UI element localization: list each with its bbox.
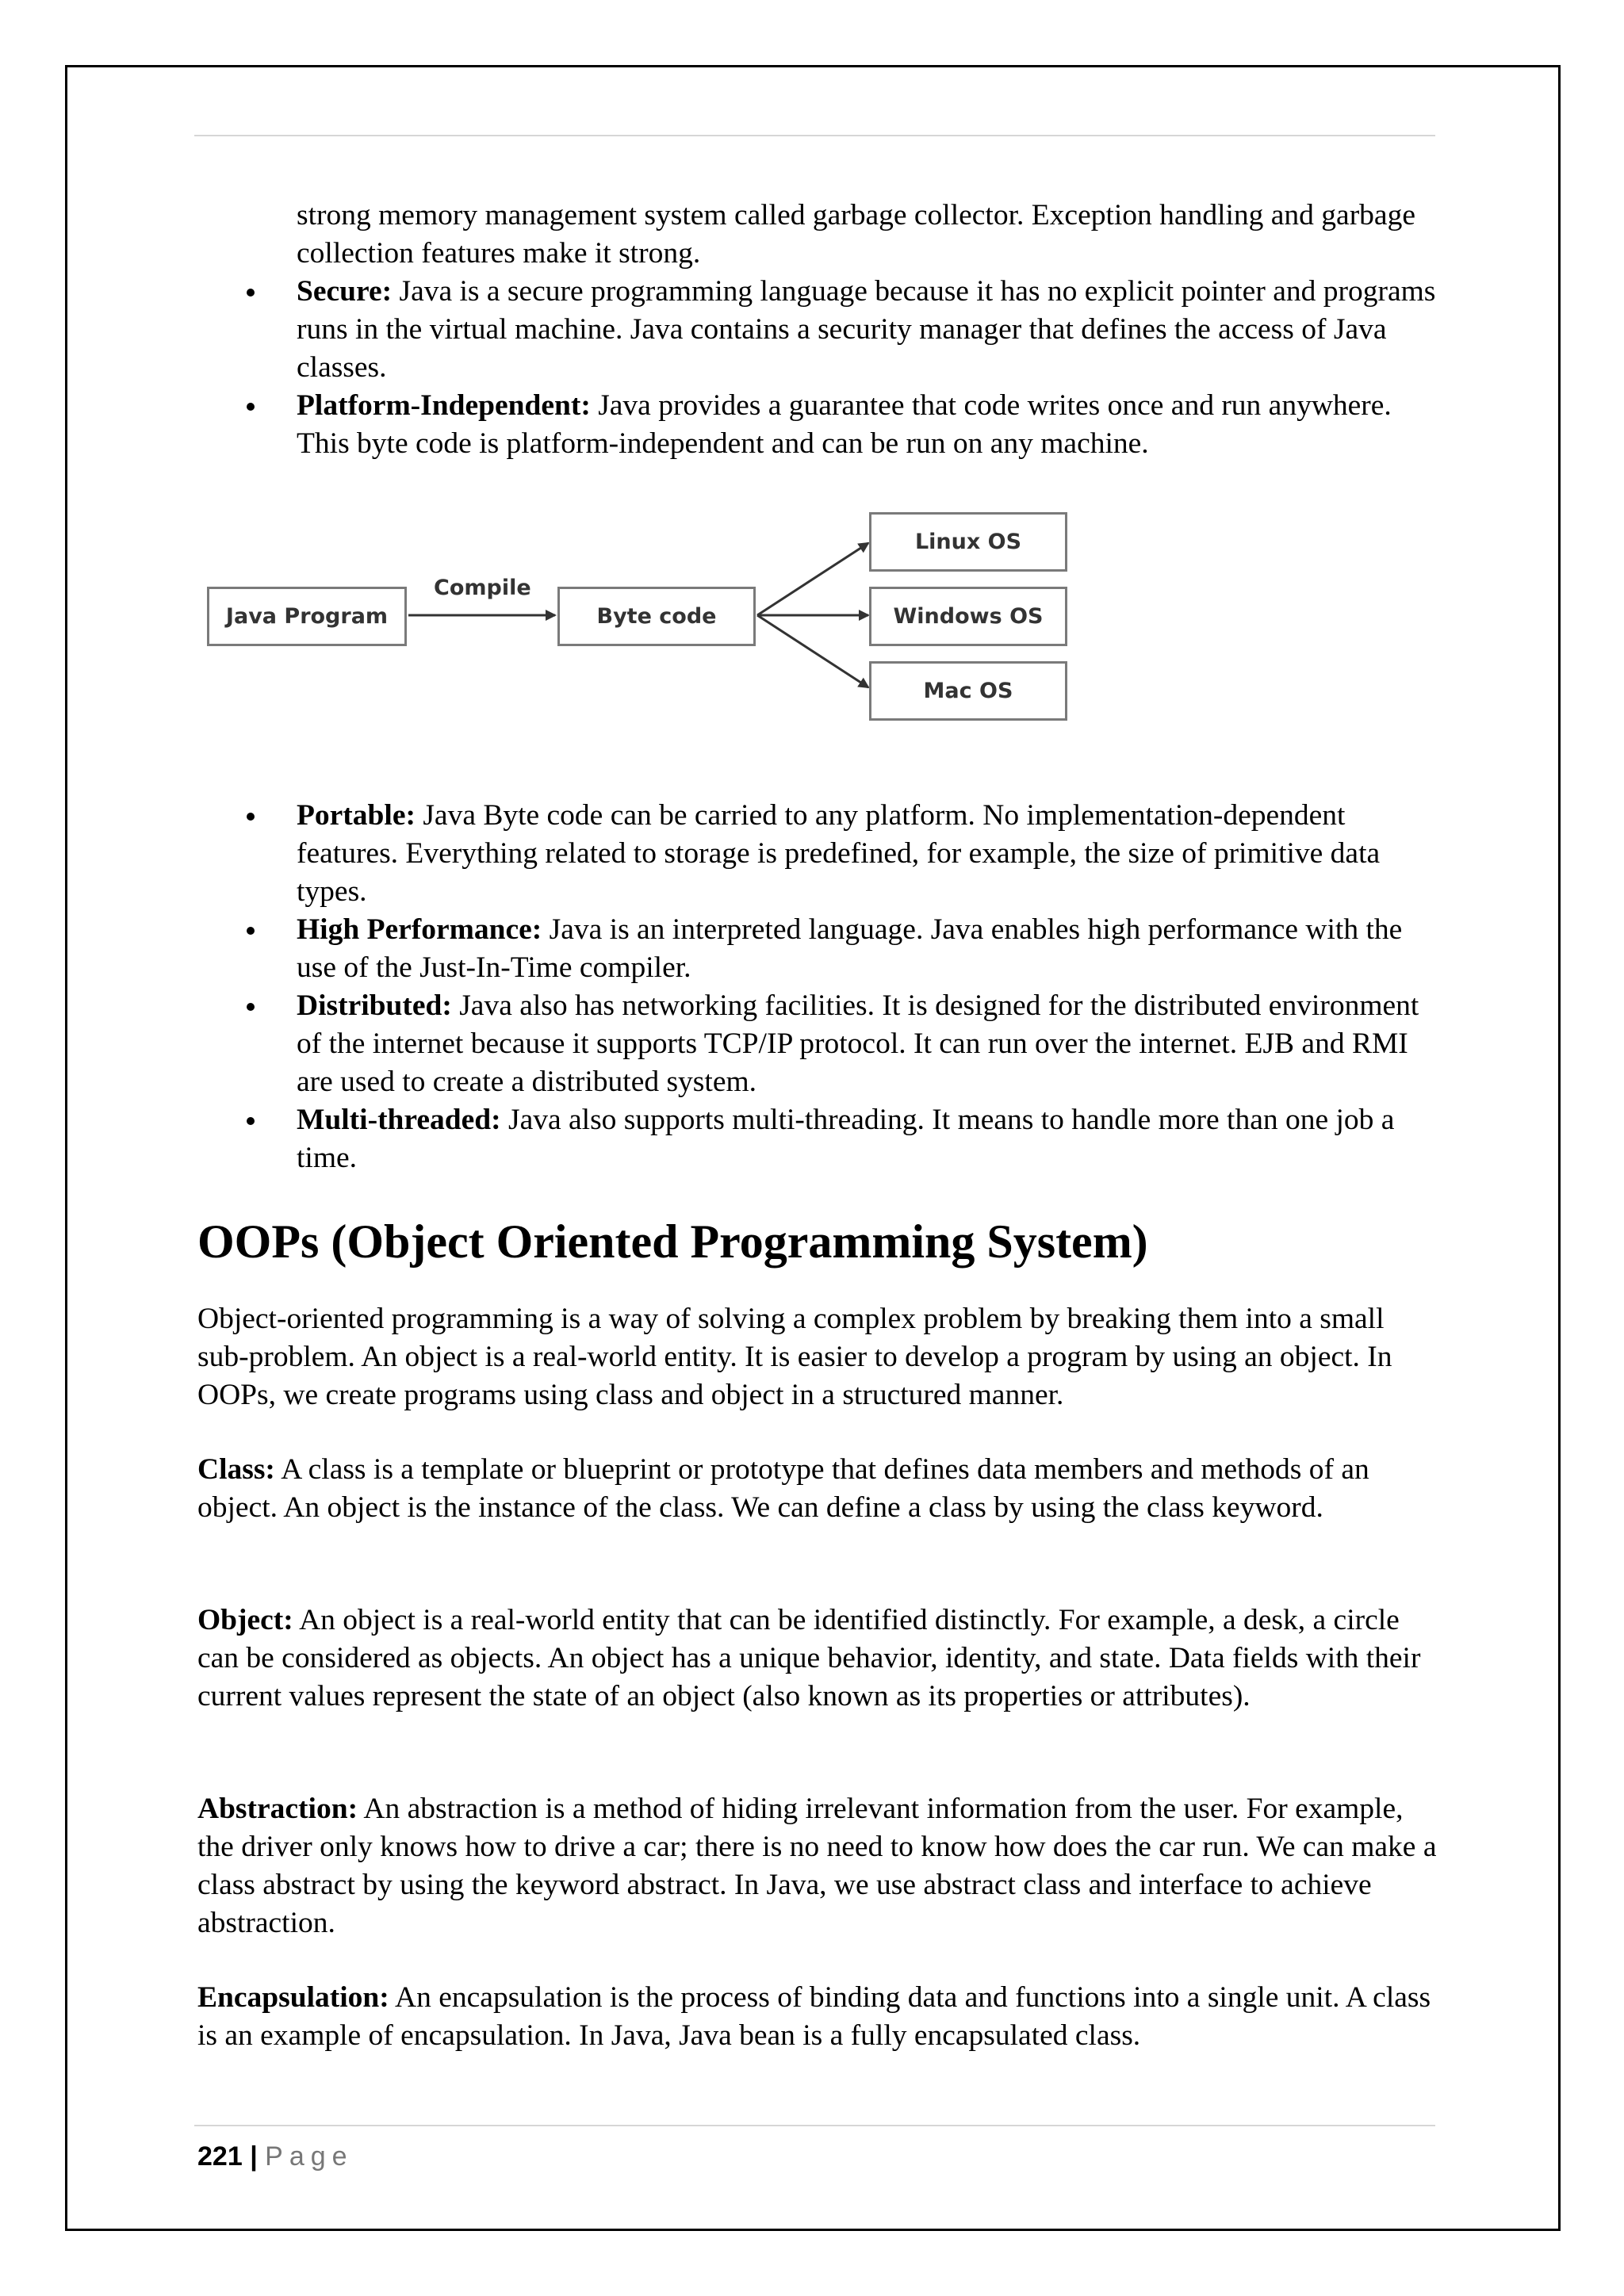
definition-term: Encapsulation: [197,1981,389,2014]
definition-object [197,1601,1442,1716]
definition-encapsulation [197,1979,1442,2055]
mac-os-box: Mac OS [869,661,1067,721]
list-item [197,987,1442,1101]
bullet-icon [247,403,255,411]
feature-term: Portable: [297,799,416,832]
bullet-icon [247,927,255,935]
robust-continuation: strong memory management system called garbage collector. Exception handling and garbage collection features make it strong. [297,199,1415,270]
definition-text: A class is a template or blueprint or prototype that defines data members and methods of an object. An object is the instance of the class. We can define a class by using the class keyword. [197,1453,1369,1524]
arrow-to-linux [757,543,868,615]
intro-paragraph-wrap [197,1300,1442,1414]
bullet-icon [247,1003,255,1011]
middle-section [197,797,1442,1177]
feature-text: Java provides a guarantee that code writes once and run anywhere. This byte code is platform-independent and can be run on any machine. [297,389,1392,460]
java-program-box: Java Program [207,587,407,646]
compile-label: Compile [434,576,531,600]
footer-separator: | [250,2141,258,2172]
feature-text: Java Byte code can be carried to any platform. No implementation-dependent features. Everything related to storage is predefined, for example, the size of primitive data types. [297,799,1381,908]
page-label: Page [265,2141,354,2172]
definition-text: An abstraction is a method of hiding irrelevant information from the user. For example, the driver only knows how to drive a car; there is no need to know how does the car run. We can make a class abstract by using the keyword abstract. In Java, we use abstract class and interface to achieve abstraction. [197,1793,1437,1939]
footer-rule [194,2125,1435,2126]
arrow-to-mac [757,615,868,687]
header-rule [194,135,1435,136]
list-item [197,1101,1442,1177]
bullet-icon [247,1117,255,1125]
list-item [197,797,1442,911]
feature-term: Multi-threaded: [297,1104,501,1136]
page-number: 221 [197,2141,243,2172]
bullet-icon [247,289,255,297]
definition-term: Abstraction: [197,1793,358,1825]
feature-text: Java is an interpreted language. Java enables high performance with the use of the Just-In-Time compiler. [297,913,1403,984]
linux-os-box: Linux OS [869,512,1067,572]
compile-diagram [194,499,1098,737]
definition-text: An encapsulation is the process of binding data and functions into a single unit. A class is an example of encapsulation. In Java, Java bean is a fully encapsulated class. [197,1981,1431,2052]
feature-term: Platform-Independent: [297,389,591,422]
feature-list-middle [197,797,1442,1177]
feature-term: Distributed: [297,989,452,1022]
feature-term: Secure: [297,275,393,308]
section-heading: OOPs (Object Oriented Programming System) [197,1215,1148,1268]
list-item [197,387,1442,463]
feature-text: Java is a secure programming language because it has no explicit pointer and programs runs in the virtual machine. Java contains a security manager that defines the access of Java classes. [297,275,1436,384]
definition-term: Object: [197,1604,293,1636]
feature-list-top [197,273,1442,463]
list-item [197,911,1442,987]
top-section [197,197,1442,463]
definition-text: An object is a real-world entity that can be identified distinctly. For example, a desk, a circle can be considered as objects. An object has a unique behavior, identity, and state. Data fields with their current values represent the state of an object (also known as its properties or attributes). [197,1604,1421,1712]
bullet-icon [247,813,255,821]
definition-class [197,1451,1442,1527]
list-item [197,273,1442,387]
intro-paragraph: Object-oriented programming is a way of solving a complex problem by breaking them into a small sub-problem. An object is a real-world entity. It is easier to develop a program by using an object. In OOPs, we create programs using class and object in a structured manner. [197,1303,1392,1411]
byte-code-box: Byte code [557,587,756,646]
feature-text: Java also has networking facilities. It is designed for the distributed environment of the internet because it supports TCP/IP protocol. It can run over the internet. EJB and RMI are used to create a distributed system. [297,989,1419,1098]
feature-text: Java also supports multi-threading. It means to handle more than one job a time. [297,1104,1395,1174]
definition-abstraction [197,1790,1442,1942]
definition-term: Class: [197,1453,275,1486]
feature-term: High Performance: [297,913,542,946]
page-footer [197,2141,354,2172]
windows-os-box: Windows OS [869,587,1067,646]
